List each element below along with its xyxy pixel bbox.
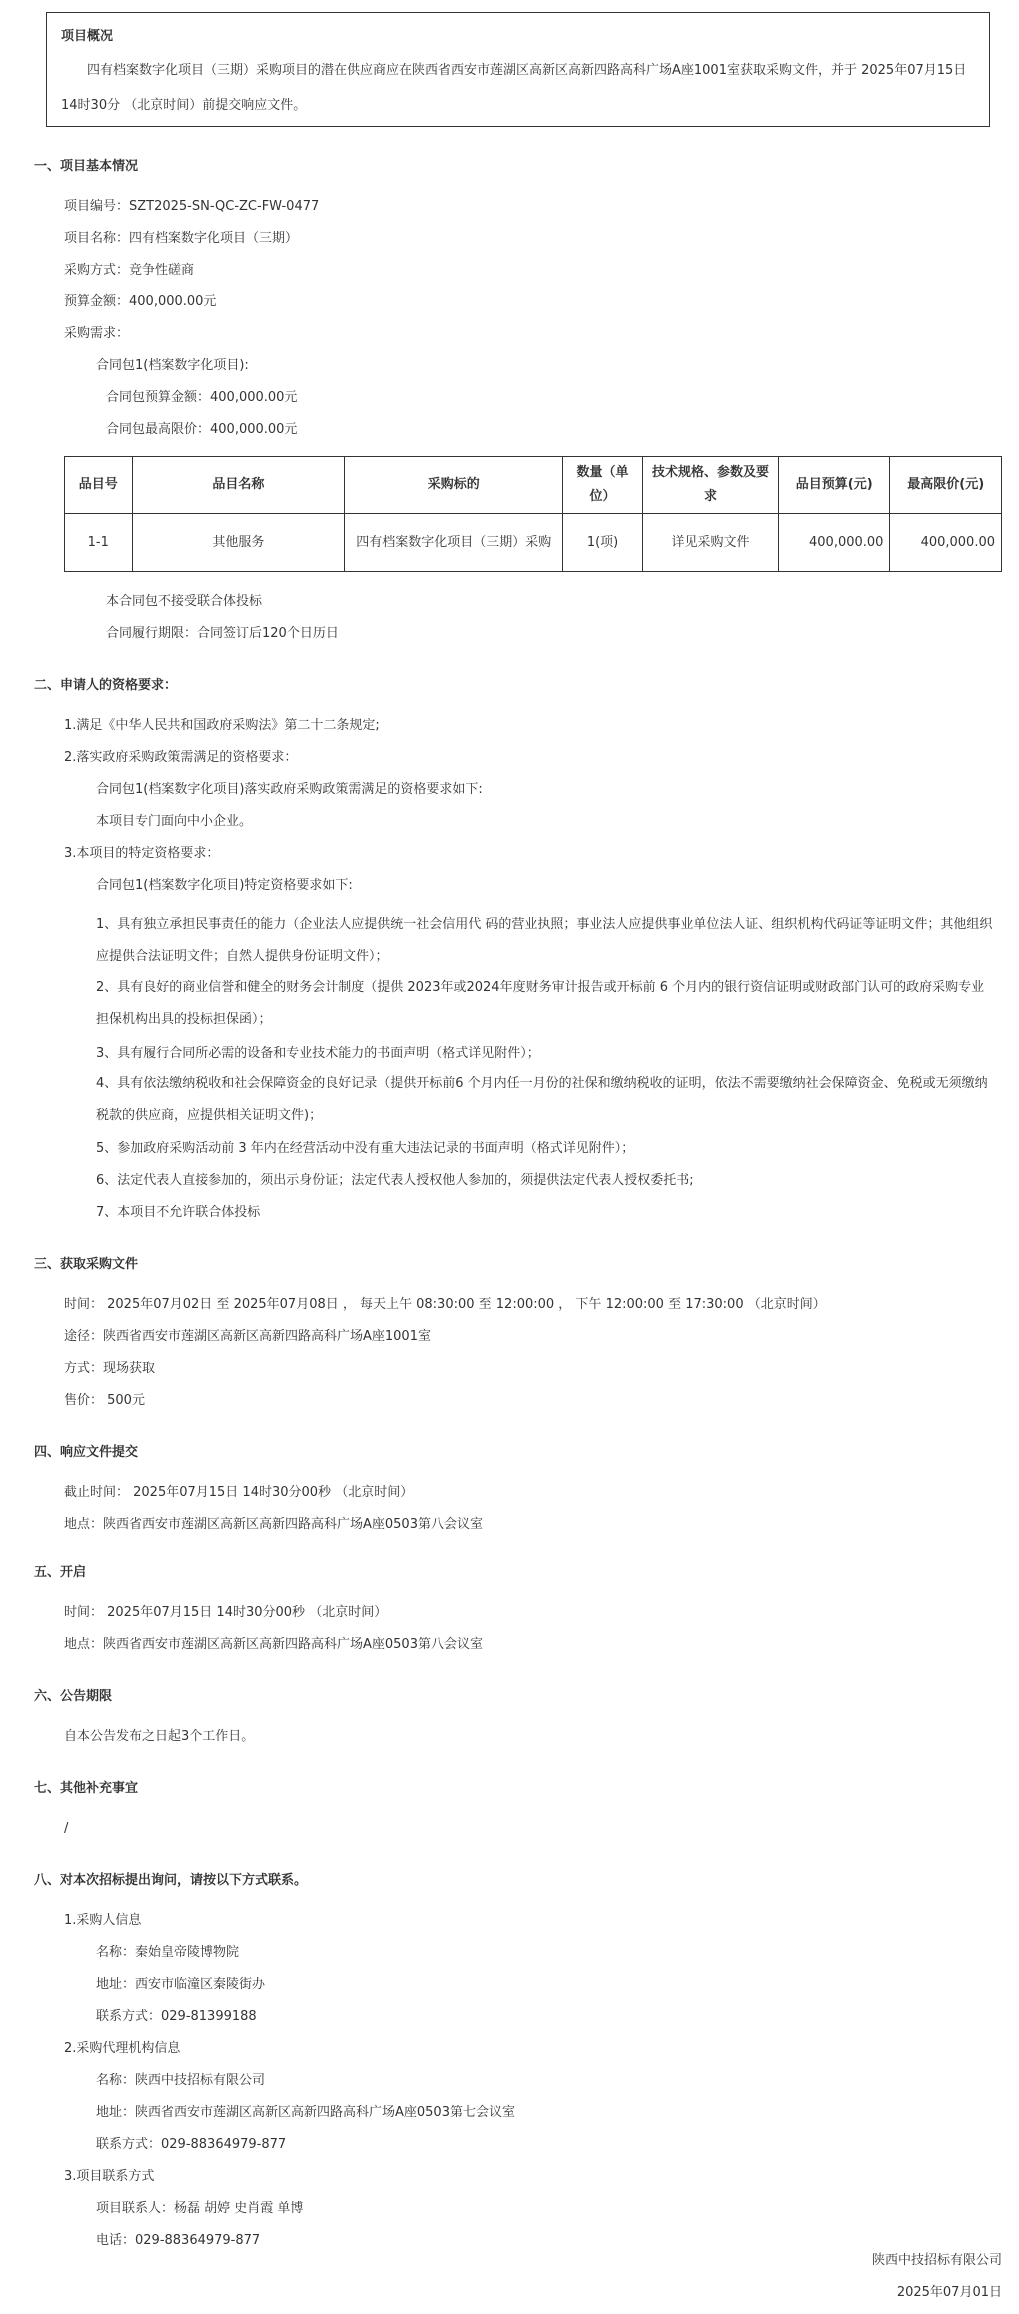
procurement-method: 采购方式：竞争性磋商 [64,263,195,278]
section-3-title: 三、获取采购文件 [34,1257,139,1272]
requirement-1: 1.满足《中华人民共和国政府采购法》第二十二条规定; [64,718,380,733]
qualification-item: 6、法定代表人直接参加的，须出示身份证；法定代表人授权他人参加的，须提供法定代表人授权委托书; [96,1173,694,1188]
purchaser-info-title: 1.采购人信息 [64,1913,142,1928]
section-8-title: 八、对本次招标提出询问，请按以下方式联系。 [34,1873,308,1888]
purchaser-address: 地址：西安市临潼区秦陵街办 [96,1977,266,1992]
requirement-2: 2.落实政府采购政策需满足的资格要求： [64,750,298,765]
signature-date: 2025年07月01日 [896,2285,1002,2300]
overview-title: 项目概况 [61,29,114,44]
table-header-row [65,457,1002,514]
budget-amount: 预算金额：400,000.00元 [64,294,217,309]
table-cell: 详见采购文件 [642,514,778,572]
requirement-3-package: 合同包1(档案数字化项目)特定资格要求如下: [96,878,353,893]
table-header-cell: 品目预算(元) [778,457,889,514]
opening-time: 时间： 2025年07月15日 14时30分00秒 （北京时间） [64,1605,388,1620]
opening-place: 地点：陕西省西安市莲湖区高新区高新四路高科广场A座0503第八会议室 [64,1637,483,1652]
acquire-way: 途径：陕西省西安市莲湖区高新区高新四路高科广场A座1001室 [64,1329,431,1344]
section-5-title: 五、开启 [34,1565,87,1580]
notice-period: 自本公告发布之日起3个工作日。 [64,1729,255,1744]
table-cell: 其他服务 [132,514,345,572]
section-7-title: 七、其他补充事宜 [34,1781,139,1796]
overview-box [46,12,990,127]
section-4-title: 四、响应文件提交 [34,1445,139,1460]
section-6-title: 六、公告期限 [34,1689,113,1704]
package-budget: 合同包预算金额：400,000.00元 [106,390,298,405]
signature-org: 陕西中技招标有限公司 [871,2253,1002,2268]
acquire-method: 方式：现场获取 [64,1361,156,1376]
items-table [64,456,1002,572]
acquire-time: 时间： 2025年07月02日 至 2025年07月08日 ， 每天上午 08:30:00 至 12:00:00 ， 下午 12:00:00 至 17:30:00 （北京时间） [64,1297,826,1312]
section-2-title: 二、申请人的资格要求： [34,678,178,693]
table-header-cell: 最高限价(元) [890,457,1002,514]
qualification-item: 3、具有履行合同所必需的设备和专业技术能力的书面声明（格式详见附件）； [96,1046,540,1061]
requirement-2-text: 本项目专门面向中小企业。 [96,814,253,829]
qualification-item: 1、具有独立承担民事责任的能力（企业法人应提供统一社会信用代 码的营业执照；事业法人应提供事业单位法人证、组织机构代码证等证明文件；其他组织应提供合法证明文件；自然人提供身份证明文件）； [96,917,993,964]
project-contact-phone: 电话：029-88364979-877 [96,2233,261,2248]
agency-contact: 联系方式：029-88364979-877 [96,2137,287,2152]
purchaser-contact: 联系方式：029-81399188 [96,2009,257,2024]
table-cell: 1(项) [563,514,643,572]
table-header-cell: 数量（单位） [563,457,643,514]
submit-place: 地点：陕西省西安市莲湖区高新区高新四路高科广场A座0503第八会议室 [64,1517,483,1532]
table-header-cell: 品目号 [65,457,133,514]
requirement-3: 3.本项目的特定资格要求： [64,846,220,861]
qualification-item: 7、本项目不允许联合体投标 [96,1205,261,1220]
table-cell: 1-1 [65,514,133,572]
package-title: 合同包1(档案数字化项目): [96,358,249,373]
acquire-price: 售价： 500元 [64,1393,145,1408]
overview-text: 四有档案数字化项目（三期）采购项目的潜在供应商应在陕西省西安市莲湖区高新区高新四路高科广场A座1001室获取采购文件，并于 2025年07月15日 14时30分 （北京时间）前提交响应文件。 [61,63,967,113]
table-header-cell: 品目名称 [132,457,345,514]
procurement-demand: 采购需求： [64,326,130,341]
submit-deadline: 截止时间： 2025年07月15日 14时30分00秒 （北京时间） [64,1485,414,1500]
project-contact-people: 项目联系人：杨磊 胡婷 史肖霞 单博 [96,2201,304,2216]
project-number: 项目编号：SZT2025-SN-QC-ZC-FW-0477 [64,199,320,214]
agency-address: 地址：陕西省西安市莲湖区高新区高新四路高科广场A座0503第七会议室 [96,2105,515,2120]
no-consortium-note: 本合同包不接受联合体投标 [106,594,263,609]
table-cell: 400,000.00 [778,514,889,572]
agency-info-title: 2.采购代理机构信息 [64,2041,181,2056]
table-cell: 400,000.00 [890,514,1002,572]
table-header-cell: 采购标的 [345,457,563,514]
qualification-item: 4、具有依法缴纳税收和社会保障资金的良好记录（提供开标前6 个月内任一月份的社保和缴纳税收的证明，依法不需要缴纳社会保障资金、免税或无须缴纳税款的供应商，应提供相关证明文件)； [96,1076,988,1123]
project-name: 项目名称：四有档案数字化项目（三期） [64,231,299,246]
contract-period: 合同履行期限：合同签订后120个日历日 [106,626,339,641]
table-cell: 四有档案数字化项目（三期）采购 [345,514,563,572]
table-header-cell: 技术规格、参数及要求 [642,457,778,514]
agency-name: 名称：陕西中技招标有限公司 [96,2073,266,2088]
table-row [65,514,1002,572]
supplementary-text: / [64,1821,69,1836]
qualification-item: 5、参加政府采购活动前 3 年内在经营活动中没有重大违法记录的书面声明（格式详见附件）； [96,1141,635,1156]
project-contact-title: 3.项目联系方式 [64,2169,155,2184]
section-1-title: 一、项目基本情况 [34,159,139,174]
requirement-2-package: 合同包1(档案数字化项目)落实政府采购政策需满足的资格要求如下: [96,782,483,797]
purchaser-name: 名称：秦始皇帝陵博物院 [96,1945,240,1960]
package-max-price: 合同包最高限价：400,000.00元 [106,422,298,437]
qualification-item: 2、具有良好的商业信誉和健全的财务会计制度（提供 2023年或2024年度财务审计报告或开标前 6 个月内的银行资信证明或财政部门认可的政府采购专业担保机构出具的投标担保函）； [96,980,985,1027]
